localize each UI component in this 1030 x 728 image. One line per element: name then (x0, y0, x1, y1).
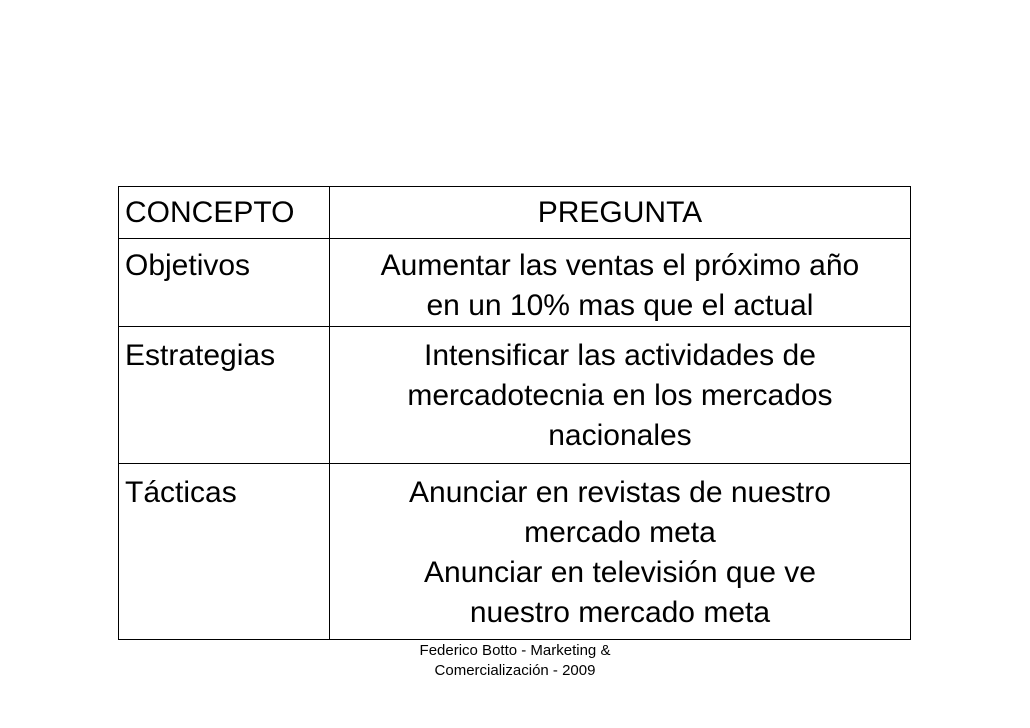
concept-question-table (118, 186, 911, 640)
footer-line-author: Federico Botto - Marketing & (419, 642, 611, 659)
question-cell (329, 239, 910, 327)
concept-cell: Objetivos (119, 239, 330, 327)
slide-footer (390, 641, 640, 681)
table-row-estrategias (119, 327, 911, 464)
question-cell (329, 464, 910, 640)
footer-line-course: Comercialización - 2009 (434, 662, 596, 679)
question-line: nacionales (548, 419, 692, 452)
header-concept: CONCEPTO (119, 187, 330, 239)
concept-cell: Tácticas (119, 464, 330, 640)
table-row-objetivos (119, 239, 911, 327)
question-line: Anunciar en televisión que ve (424, 556, 816, 589)
question-line: mercado meta (524, 516, 716, 549)
header-question: PREGUNTA (329, 187, 910, 239)
table-header-row (119, 187, 911, 239)
question-line: mercadotecnia en los mercados (407, 379, 833, 412)
question-line: Anunciar en revistas de nuestro (409, 476, 831, 509)
question-line: Intensificar las actividades de (424, 339, 816, 372)
question-line: en un 10% mas que el actual (426, 289, 814, 322)
table-row-tacticas (119, 464, 911, 640)
concept-cell: Estrategias (119, 327, 330, 464)
question-line: Aumentar las ventas el próximo año (380, 249, 860, 282)
question-line: nuestro mercado meta (469, 596, 771, 629)
question-cell (329, 327, 910, 464)
